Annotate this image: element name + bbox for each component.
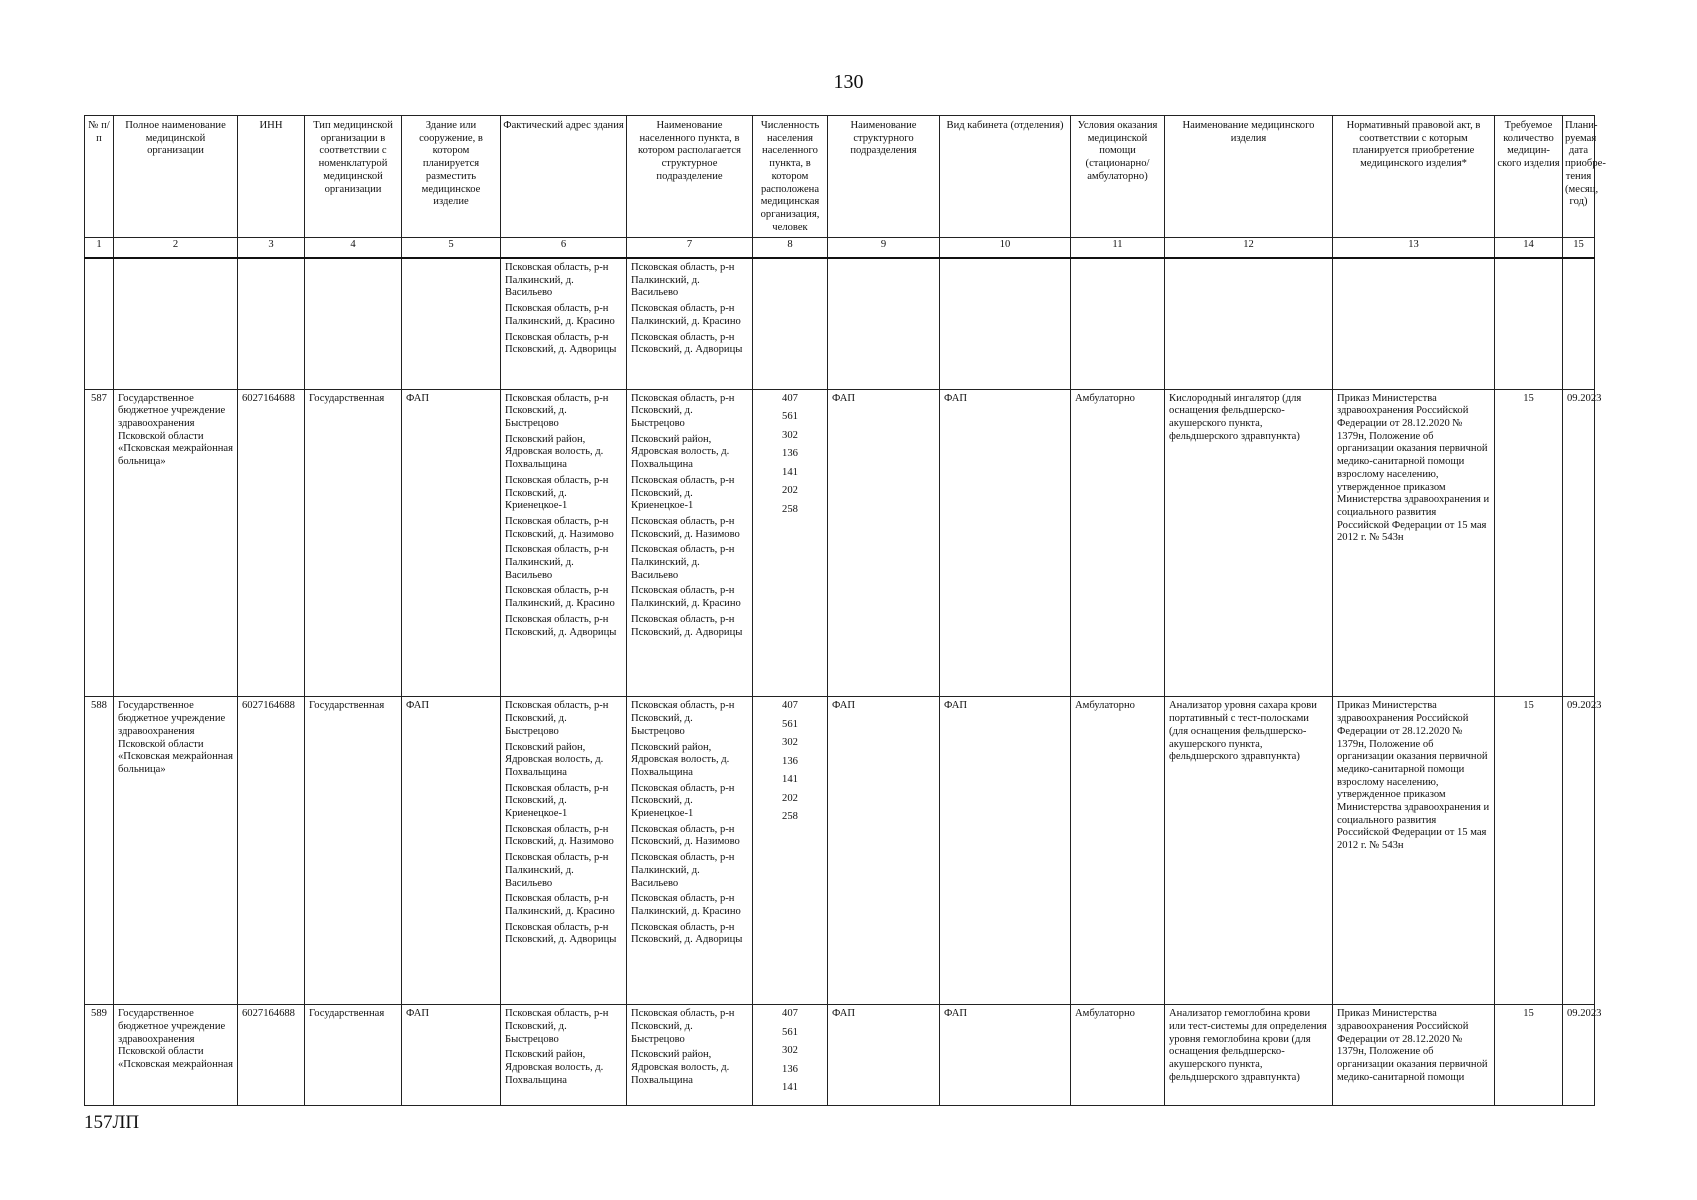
organization-name-text: Государственное бюджетное учреждение здравоохранения Псковской области «Псковская межрайонная [118,1008,234,1071]
building-address-item: Псковская область, р-н Псковский, д. Криенецкое-1 [505,782,609,820]
organization-type-text: Государственная [309,392,385,404]
table-row [85,389,1595,697]
building-address-item: Псковская область, р-н Псковский, д. Адворицы [505,613,617,638]
planned-date-text: 09.2023 [1567,1008,1602,1020]
organization-name-text: Государственное бюджетное учреждение здравоохранения Псковской области «Псковская межрайонная больница» [118,392,234,468]
legal-act-text: Приказ Министерства здравоохранения Российской Федерации от 28.12.2020 № 1379н, Положение об организации оказания первичной медико-санитарной помощи взрослому населению, утвержденное приказом Министерства здравоохранения и социального развития Российской Федерации от 15 мая 2012 г. № 543н [1337,700,1490,852]
column-number-13: 13 [1333,238,1495,259]
population [753,258,828,389]
settlement-name-item: Псковская область, р-н Псковский, д. Быстрецово [631,700,735,737]
population-item: 141 [782,1082,798,1094]
column-header-13: Нормативный правовой акт, в соответствии с которым планируется приобретение медицинского изделия* [1333,116,1495,238]
building-address [501,1005,627,1106]
care-conditions [1071,258,1165,389]
building-address-item: Псковская область, р-н Псковский, д. Адворицы [505,921,617,946]
building-text: ФАП [406,392,430,404]
column-number-row [85,238,1595,259]
population-item: 302 [782,429,798,441]
column-header-1: № п/п [85,116,114,238]
building-text: ФАП [406,700,430,712]
population-item: 561 [782,1026,798,1038]
building [402,697,501,1005]
population-item: 302 [782,737,798,749]
structural-division-text [828,259,939,265]
care-conditions-text: Амбулаторно [1075,700,1135,712]
table-header [85,116,1606,259]
organization-name [114,1005,238,1106]
planned-date [1563,1005,1602,1106]
table-row [85,1005,1595,1106]
column-number-6: 6 [501,238,627,259]
settlement-name-item: Псковская область, р-н Псковский, д. Адворицы [631,613,743,638]
column-header-4: Тип медицинской организации в соответствии с номенклатурой медицинской организации [305,116,402,238]
population [753,389,828,697]
table-row [85,697,1595,1005]
settlement-name-item: Псковский район, Ядровская волость, д. Похвальщина [631,1049,730,1086]
care-conditions-text: Амбулаторно [1075,1008,1135,1020]
medical-device-name-text: Анализатор уровня сахара крови портативный с тест-полосками (для оснащения фельдшерско-акушерского пункта, фельдшерского здравпункта) [1169,700,1317,763]
cabinet-type-text: ФАП [944,392,968,404]
building-address-item: Псковская область, р-н Псковский, д. Назимово [505,515,614,540]
building-address-item: Псковский район, Ядровская волость, д. Похвальщина [505,741,604,778]
building-address-item: Псковская область, р-н Палкинский, д. Васильево [505,544,609,581]
settlement-name-item: Псковская область, р-н Палкинский, д. Красино [631,303,741,327]
organization-type-text: Государственная [309,1008,385,1020]
population-item: 302 [782,1045,798,1057]
required-quantity [1495,1005,1563,1106]
column-number-14: 14 [1495,238,1563,259]
building-address-item: Псковская область, р-н Палкинский, д. Красино [505,893,615,917]
cabinet-type-text: ФАП [944,1008,968,1020]
settlement-name-item: Псковская область, р-н Палкинский, д. Красино [631,585,741,610]
medical-device-name-text [1165,259,1332,265]
population-item: 141 [782,774,798,786]
settlement-name-item: Псковская область, р-н Псковский, д. Быстрецово [631,392,735,430]
column-header-12: Наименование медицинского изделия [1165,116,1333,238]
inn-text: 6027164688 [242,700,295,712]
required-quantity [1495,389,1563,697]
settlement-name [627,1005,753,1106]
settlement-name-item: Псковская область, р-н Палкинский, д. Васильево [631,262,735,299]
legal-act [1333,389,1495,697]
building-text [402,259,500,265]
inn [238,389,305,697]
care-conditions-text [1071,259,1164,265]
inn-text: 6027164688 [242,1008,295,1020]
organization-type-text [305,259,401,265]
legal-act-text [1333,259,1494,265]
structural-division [828,258,940,389]
population-item: 258 [782,811,798,823]
document-code: 157ЛП [84,1112,140,1133]
legal-act [1333,1005,1495,1106]
column-number-1: 1 [85,238,114,259]
organization-type [305,697,402,1005]
building-address-item: Псковская область, р-н Псковский, д. Криенецкое-1 [505,474,609,512]
settlement-name-item: Псковская область, р-н Псковский, д. Криенецкое-1 [631,782,735,820]
required-quantity-text: 15 [1523,1008,1534,1020]
population-item: 407 [782,1008,798,1020]
building-address-item: Псковская область, р-н Палкинский, д. Васильево [505,852,609,889]
planned-date-text: 09.2023 [1567,700,1602,712]
column-number-10: 10 [940,238,1071,259]
cabinet-type [940,258,1071,389]
organization-name-text: Государственное бюджетное учреждение здравоохранения Псковской области «Псковская межрайонная больница» [118,700,234,775]
column-header-7: Наименование населенного пункта, в котором располагается структурное подразделение [627,116,753,238]
column-header-11: Условия оказания медицинской помощи (стационарно/ амбулаторно) [1071,116,1165,238]
cabinet-type-text [940,259,1070,265]
building-address [501,258,627,389]
settlement-name [627,258,753,389]
population-item: 136 [782,755,798,767]
planned-date-text [1563,259,1594,265]
planned-date [1563,258,1595,389]
column-header-8: Численность населения населенного пункта, в котором расположена медицинская организация, человек [753,116,828,238]
care-conditions [1071,389,1165,697]
legal-act [1333,697,1495,1005]
structural-division-text: ФАП [832,1008,856,1020]
planned-date [1563,389,1602,697]
planned-date [1563,697,1602,1005]
column-header-2: Полное наименование медицинской организации [114,116,238,238]
column-number-9: 9 [828,238,940,259]
population-item: 258 [782,503,798,515]
population-item: 407 [782,700,798,712]
required-quantity [1495,697,1563,1005]
structural-division [828,697,940,1005]
structural-division-text: ФАП [832,392,856,404]
required-quantity-text: 15 [1523,392,1534,404]
care-conditions [1071,1005,1165,1106]
column-header-15: Плани-руемая дата приобре-тения (месяц, год) [1563,116,1595,238]
organization-type-text: Государственная [309,700,385,712]
medical-device-name [1165,697,1333,1005]
organization-name [114,697,238,1005]
medical-device-name [1165,1005,1333,1106]
medical-devices-table [84,115,1606,1106]
settlement-name-item: Псковский район, Ядровская волость, д. Похвальщина [631,741,730,778]
population-item: 561 [782,718,798,730]
settlement-name-item: Псковская область, р-н Палкинский, д. Васильево [631,544,735,581]
structural-division-text: ФАП [832,700,856,712]
column-number-12: 12 [1165,238,1333,259]
legal-act-text: Приказ Министерства здравоохранения Российской Федерации от 28.12.2020 № 1379н, Положение об организации оказания первичной медико-санитарной помощи [1337,1008,1488,1083]
population [753,1005,828,1106]
inn-text: 6027164688 [242,392,295,404]
required-quantity-text: 15 [1523,700,1534,712]
structural-division [828,389,940,697]
settlement-name [627,697,753,1005]
required-quantity [1495,258,1563,389]
care-conditions [1071,697,1165,1005]
population-item: 407 [782,392,798,404]
column-number-7: 7 [627,238,753,259]
organization-type [305,258,402,389]
inn-text [238,259,304,265]
building-address [501,389,627,697]
settlement-name-item: Псковская область, р-н Псковский, д. Назимово [631,515,740,540]
column-number-15: 15 [1563,238,1595,259]
building-text: ФАП [406,1008,430,1020]
medical-device-name [1165,389,1333,697]
building [402,389,501,697]
population-item: 141 [782,466,798,478]
population-item: 202 [782,485,798,497]
building-address-item: Псковский район, Ядровская волость, д. Похвальщина [505,433,604,471]
column-number-11: 11 [1071,238,1165,259]
column-header-9: Наименование структурного подразделения [828,116,940,238]
population-item: 136 [782,448,798,460]
building-address-item: Псковская область, р-н Псковский, д. Адворицы [505,331,617,356]
planned-date-text: 09.2023 [1567,392,1602,404]
column-number-8: 8 [753,238,828,259]
column-number-5: 5 [402,238,501,259]
inn [238,697,305,1005]
settlement-name [627,389,753,697]
row-number [85,1005,114,1106]
column-number-3: 3 [238,238,305,259]
inn [238,258,305,389]
required-quantity-text [1495,259,1562,265]
settlement-name-item: Псковская область, р-н Псковский, д. Назимово [631,823,740,848]
cabinet-type [940,697,1071,1005]
table-body [85,258,1602,1106]
building-address-item: Псковская область, р-н Палкинский, д. Красино [505,585,615,610]
column-header-6: Фактический адрес здания [501,116,627,238]
building-address [501,697,627,1005]
building-address-item: Псковская область, р-н Псковский, д. Быстрецово [505,392,609,430]
settlement-name-item: Псковская область, р-н Псковский, д. Адворицы [631,921,743,946]
cabinet-type-text: ФАП [944,700,968,712]
column-header-3: ИНН [238,116,305,238]
column-number-4: 4 [305,238,402,259]
column-header-10: Вид кабинета (отделения) [940,116,1071,238]
row-number-text: 589 [91,1008,107,1020]
settlement-name-item: Псковский район, Ядровская волость, д. Похвальщина [631,433,730,471]
medical-device-name-text: Кислородный ингалятор (для оснащения фельдшерско-акушерского пункта, фельдшерского здравпункта) [1169,392,1302,442]
row-number [85,389,114,697]
column-number-2: 2 [114,238,238,259]
settlement-name-item: Псковская область, р-н Псковский, д. Адворицы [631,331,743,356]
organization-type [305,389,402,697]
settlement-name-item: Псковская область, р-н Псковский, д. Быстрецово [631,1008,735,1045]
medical-device-name [1165,258,1333,389]
row-number-text [85,259,113,265]
organization-type [305,1005,402,1106]
cabinet-type [940,389,1071,697]
population-item: 136 [782,1063,798,1075]
population-item: 561 [782,411,798,423]
population [753,697,828,1005]
organization-name [114,258,238,389]
building-address-item: Псковская область, р-н Псковский, д. Быстрецово [505,700,609,737]
inn [238,1005,305,1106]
care-conditions-text: Амбулаторно [1075,392,1135,404]
column-header-14: Требуемое количество медицин-ского изделия [1495,116,1563,238]
row-number [85,697,114,1005]
building-address-item: Псковская область, р-н Псковский, д. Быстрецово [505,1008,609,1045]
header-row [85,116,1595,238]
row-number-text: 587 [91,392,107,404]
table-row [85,258,1595,389]
structural-division [828,1005,940,1106]
building-address-item: Псковская область, р-н Псковский, д. Назимово [505,823,614,848]
population-item: 202 [782,792,798,804]
building-address-item: Псковская область, р-н Палкинский, д. Красино [505,303,615,327]
building-address-item: Псковская область, р-н Палкинский, д. Васильево [505,262,609,299]
legal-act-text: Приказ Министерства здравоохранения Российской Федерации от 28.12.2020 № 1379н, Положение об организации оказания первичной медико-санитарной помощи взрослому населению, утвержденное приказом Министерства здравоохранения и социального развития Российской Федерации от 15 мая 2012 г. № 543н [1337,392,1490,544]
organization-name-text [114,259,237,265]
settlement-name-item: Псковская область, р-н Палкинский, д. Красино [631,893,741,917]
building-address-item: Псковский район, Ядровская волость, д. Похвальщина [505,1049,604,1086]
medical-device-name-text: Анализатор гемоглобина крови или тест-системы для определения уровня гемоглобина крови (для оснащения фельдшерско-акушерского пункта, фельдшерского здравпункта) [1169,1008,1327,1083]
column-header-5: Здание или сооружение, в котором планируется разместить медицинское изделие [402,116,501,238]
settlement-name-item: Псковская область, р-н Псковский, д. Криенецкое-1 [631,474,735,512]
building [402,258,501,389]
building [402,1005,501,1106]
organization-name [114,389,238,697]
cabinet-type [940,1005,1071,1106]
row-number-text: 588 [91,700,107,712]
row-number [85,258,114,389]
legal-act [1333,258,1495,389]
page-number: 130 [833,71,864,93]
settlement-name-item: Псковская область, р-н Палкинский, д. Васильево [631,852,735,889]
